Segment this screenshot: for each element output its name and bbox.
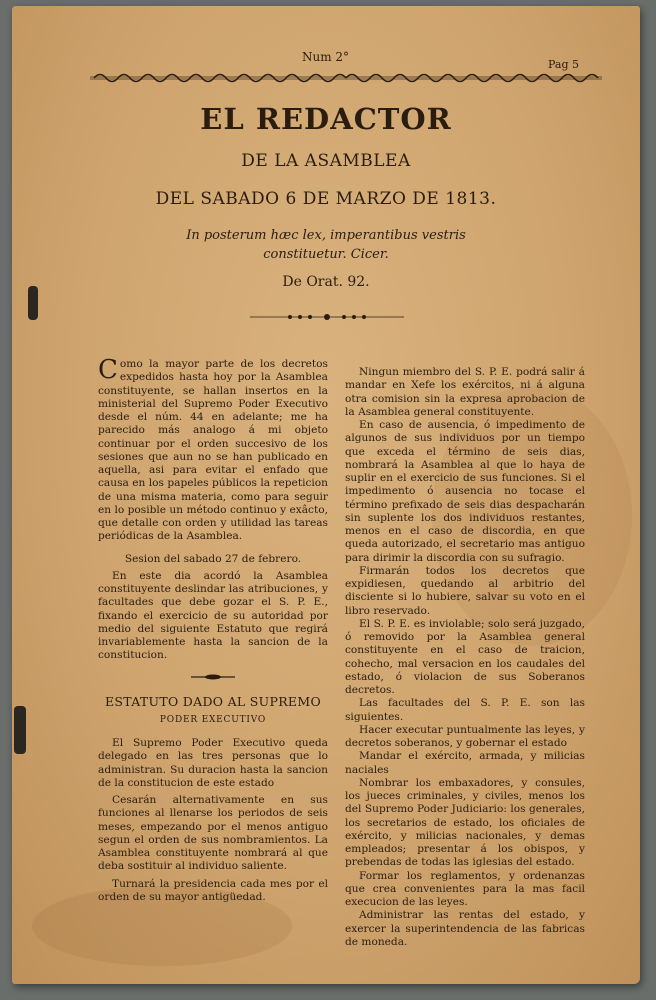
latin-motto-line1: In posterum hæc lex, imperantibus vestris — [186, 228, 466, 243]
statute-paragraph: Cesarán alternativamente en sus funciones al llenarse los periodos de seis meses, empezando por el menos antiguo segun el orden de sus nombramientos. La Asamblea constituyente nombrará al que deba sostituir al individuo saliente. — [98, 794, 328, 873]
masthead-title: EL REDACTOR — [200, 102, 452, 136]
article-paragraph: El S. P. E. es inviolable; solo será juzgado, ó removido por la Asamblea general constituyente en el caso de traicion, cohecho, mal versacion en los caudales del estado, ó violacion de sus Soberanos decretos. — [345, 617, 585, 696]
article-paragraph: Administrar las rentas del estado, y exercer la superintendencia de las fabricas de moneda. — [345, 909, 585, 948]
intro-paragraph — [98, 355, 328, 544]
ornamental-divider — [250, 312, 404, 322]
statute-subtitle: PODER EXECUTIVO — [159, 714, 267, 725]
binding-hole — [14, 706, 26, 754]
binding-hole — [28, 286, 38, 320]
right-column — [345, 366, 585, 949]
issue-number: Num 2° — [302, 50, 350, 64]
statute-paragraph: Turnará la presidencia cada mes por el orden de su mayor antigüedad. — [98, 877, 328, 903]
newspaper-page — [12, 6, 640, 984]
article-paragraph: Mandar el exército, armada, y milicias naciales — [345, 750, 585, 776]
article-paragraph: Firmarán todos los decretos que expidiesen, quedando al arbitrio del disciente si lo hubiere, salvar su voto en el libro reservado. — [345, 564, 585, 617]
ornamental-border — [90, 70, 602, 86]
dateline: DEL SABADO 6 DE MARZO DE 1813. — [155, 189, 497, 209]
drop-cap: C — [98, 355, 118, 385]
statute-paragraph: El Supremo Poder Executivo queda delegado en las tres personas que lo administran. Su duracion hasta la sancion de la constitucion de este estado — [98, 737, 328, 789]
intro-text: omo la mayor parte de los decretos expedidos hasta hoy por la Asamblea constituyente, se hallan insertos en la ministerial del Supremo Poder Executivo desde el núm. 44 en adelante; me ha parecido más analogo á mi objeto continuar por el orden succesivo de los sesiones que aun no se han publicado en aquella, asi para evitar el enfado que causa en los papeles públicos la repeticion de una misma materia, como para seguir en lo posible un método continuo y exâcto, que detalle con orden y utilidad las tareas periódicas de la Asamblea. — [98, 358, 328, 543]
article-paragraph: Nombrar los embaxadores, y consules, los jueces criminales, y civiles, menos los del Supremo Poder Judiciario: los generales, los secretarios de estado, los oficiales de exército, y milicias nacionales, y demas empleados; presentar á los obispos, y prebendas de todas las iglesias del estado. — [345, 776, 585, 869]
masthead-subtitle: DE LA ASAMBLEA — [241, 151, 411, 171]
latin-motto-line2: constituetur. Cicer. — [263, 247, 389, 262]
left-column — [98, 355, 328, 904]
article-paragraph: Ningun miembro del S. P. E. podrá salir á mandar en Xefe los exércitos, ni á alguna otra comision sin la expresa aprobacion de la Asamblea general constituyente. — [345, 366, 585, 418]
page-number: Pag 5 — [548, 58, 580, 71]
statute-title: ESTATUTO DADO AL SUPREMO — [104, 693, 321, 709]
article-paragraph: Hacer executar puntualmente las leyes, y decretos soberanos, y gobernar el estado — [345, 723, 585, 749]
session-heading: Sesion del sabado 27 de febrero. — [124, 552, 302, 565]
section-divider — [191, 673, 235, 681]
article-paragraph: Formar los reglamentos, y ordenanzas que crea convenientes para la mas facil execucion de las leyes. — [345, 869, 585, 908]
motto-source: De Orat. 92. — [282, 274, 370, 290]
article-paragraph: Las facultades del S. P. E. son las siguientes. — [345, 697, 585, 723]
session-text: En este dia acordó la Asamblea constituyente deslindar las atribuciones, y facultades que debe gozar el S. P. E., fixando el exercicio de su autoridad por medio del siguiente Estatuto que regirá invariablemente hasta la sancion de la constitucion. — [98, 569, 328, 662]
article-paragraph: En caso de ausencia, ó impedimento de algunos de sus individuos por un tiempo que exceda el término de seis dias, nombrará la Asamblea al que lo haya de suplir en el exercicio de sus funciones. Si el impedimento ó ausencia no tocase el término prefixado de seis dias despacharán sin suplente los dos individuos restantes, menos en el caso de discordia, en que queda autorizado, el secretario mas antiguo para dirimir la discordia con su sufragio. — [345, 419, 585, 564]
